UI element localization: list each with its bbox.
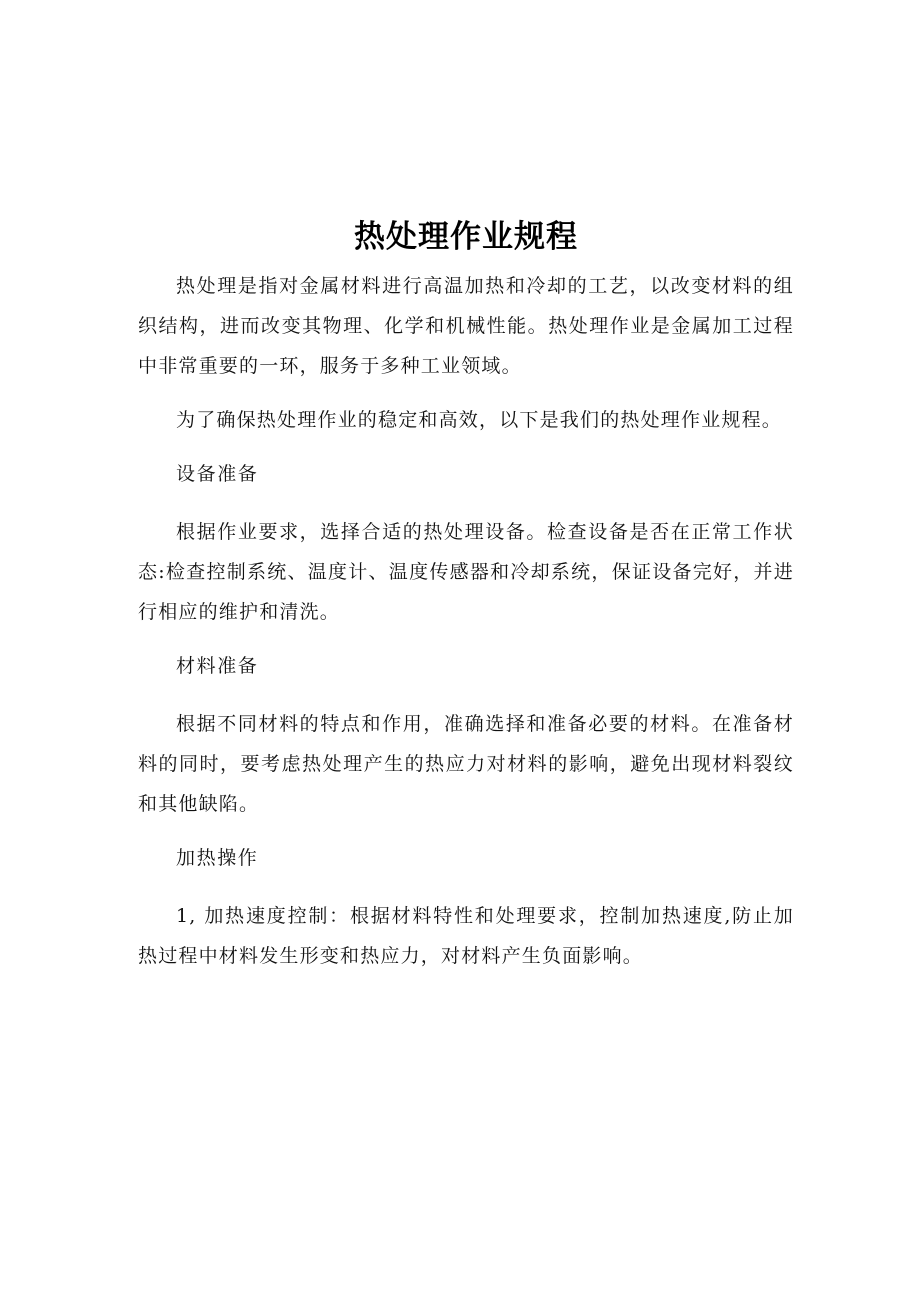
- heating-list-item: 1, 加热速度控制：根据材料特性和处理要求，控制加热速度,防止加热过程中材料发生形变和热应力，对材料产生负面影响。: [138, 905, 794, 967]
- section-body-materials: 根据不同材料的特点和作用，准确选择和准备必要的材料。在准备材料的同时，要考虑热处理产生的热应力对材料的影响，避免出现材料裂纹和其他缺陷。: [138, 713, 794, 815]
- section-heading-heating: 加热操作: [176, 847, 259, 869]
- section-heading-materials: 材料准备: [176, 655, 259, 677]
- intro-paragraph: 为了确保热处理作业的稳定和高效，以下是我们的热处理作业规程。: [176, 409, 783, 431]
- document-title: 热处理作业规程: [354, 219, 578, 255]
- intro-paragraph: 热处理是指对金属材料进行高温加热和冷却的工艺，以改变材料的组织结构，进而改变其物理、化学和机械性能。热处理作业是金属加工过程中非常重要的一环，服务于多种工业领域。: [138, 275, 794, 377]
- document-content: [138, 214, 794, 976]
- section-body-equipment: 根据作业要求，选择合适的热处理设备。检查设备是否在正常工作状态:检查控制系统、温度计、温度传感器和冷却系统，保证设备完好，并进行相应的维护和清洗。: [138, 521, 794, 623]
- section-heading-equipment: 设备准备: [176, 463, 259, 485]
